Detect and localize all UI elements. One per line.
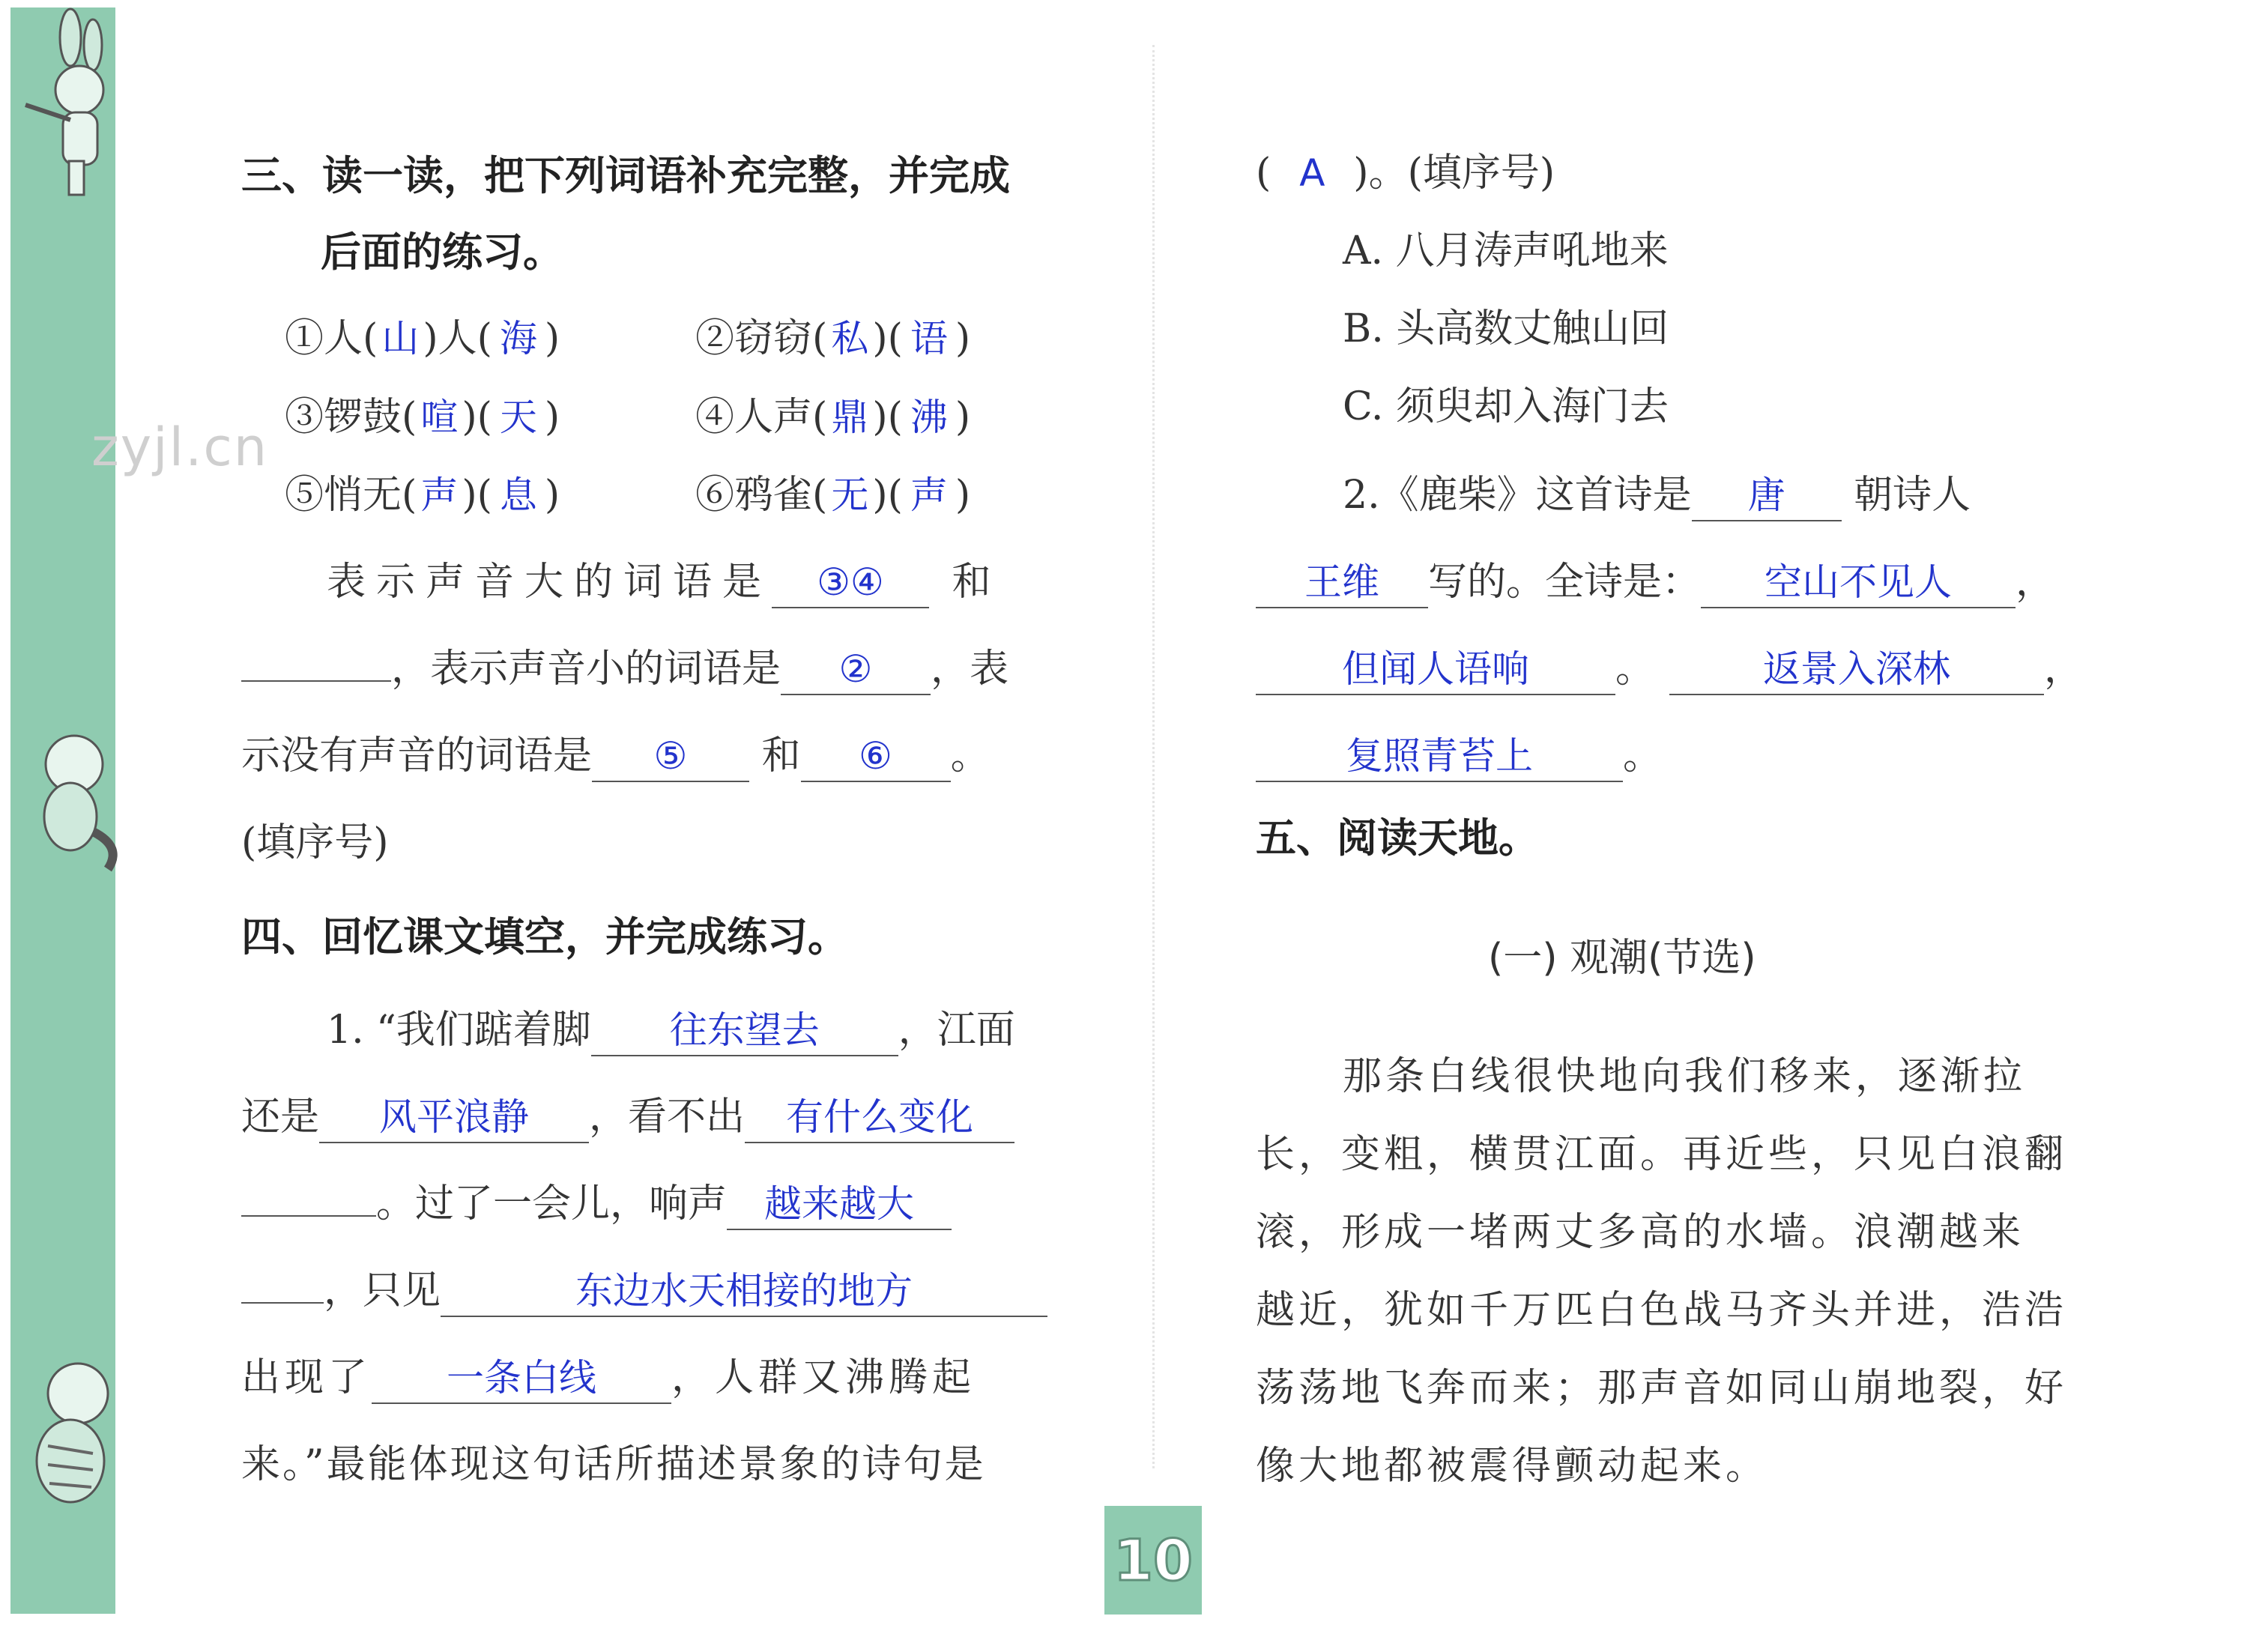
reading-paragraph-line: 越近，犹如千万匹白色战马齐头并进，浩浩 (1256, 1288, 2068, 1333)
reading-paragraph-line: 那条白线很快地向我们移来，逐渐拉 (1343, 1054, 2027, 1099)
passage-line: 还是 风平浪静 ，看不出 有什么变化 (241, 1091, 1014, 1143)
answer-blank[interactable]: 复照青苔上 (1256, 731, 1623, 782)
answer-blank[interactable]: 东边水天相接的地方 (441, 1266, 1047, 1317)
option-a: A. 八月涛声吼地来 (1343, 229, 1669, 273)
page-number: 10 (1104, 1506, 1202, 1615)
word-item-2: ②窃窃( 私)( 语 ) (695, 316, 971, 361)
answer-line: ( A )。(填序号) (1256, 147, 1555, 199)
section3-heading-cont: 后面的练习。 (321, 229, 563, 276)
question-text: 表示声音大的词语是 ③④ 和 (327, 556, 1002, 608)
answer-blank[interactable] (241, 680, 391, 682)
reading-title: (一) 观潮(节选) (1488, 936, 1756, 981)
fill-note: (填序号) (241, 820, 389, 865)
page-divider (1152, 45, 1155, 1468)
answer-blank[interactable]: ③④ (772, 557, 929, 608)
passage-line: 来。”最能体现这句话所描述景象的诗句是 (241, 1442, 986, 1487)
poem-question: 2.《鹿柴》这首诗是 唐 朝诗人 (1343, 469, 1971, 521)
tiger-mascot-icon (10, 1341, 123, 1513)
word-item-5: ⑤悄无( 声)( 息 ) (285, 473, 560, 518)
word-item-3: ③锣鼓( 喧)( 天 ) (285, 395, 560, 440)
answer-blank[interactable]: 一条白线 (372, 1353, 671, 1404)
poem-line: 但闻人语响 。 返景入深林 ， (1256, 643, 2083, 695)
option-b: B. 头高数丈触山回 (1343, 306, 1669, 351)
answer-blank[interactable] (241, 1215, 376, 1217)
answer-blank[interactable]: 越来越大 (727, 1179, 952, 1230)
watermark: zyjl.cn (91, 417, 269, 478)
section3-heading: 三、读一读，把下列词语补充完整，并完成 (241, 152, 1010, 199)
question-text: ，表示声音小的词语是 ② ，表 (241, 643, 1008, 695)
passage-line: 。过了一会儿，响声 越来越大 (241, 1178, 952, 1230)
answer-blank[interactable]: 返景入深林 (1669, 644, 2044, 695)
rabbit-mascot-icon (10, 7, 123, 202)
answer-blank[interactable]: ② (781, 644, 931, 695)
word-item-4: ④人声( 鼎)( 沸 ) (695, 395, 971, 440)
answer-blank[interactable]: ⑤ (592, 731, 749, 782)
question-text: 示没有声音的词语是 ⑤ 和 ⑥ 。 (241, 730, 990, 782)
answer-blank[interactable] (241, 1302, 324, 1304)
poem-line: 复照青苔上 。 (1256, 730, 1662, 782)
passage-line: 出现了 一条白线 ，人群又沸腾起 (241, 1352, 976, 1404)
answer-blank[interactable]: 风平浪静 (319, 1092, 589, 1143)
passage-line: 1. “我们踮着脚 往东望去 ，江面 (327, 1004, 1015, 1056)
reading-paragraph-line: 长，变粗，横贯江面。再近些，只见白浪翻 (1256, 1132, 2068, 1177)
answer-choice[interactable]: A (1299, 151, 1325, 195)
answer-blank[interactable]: 王维 (1256, 557, 1428, 608)
section5-heading: 五、阅读天地。 (1256, 814, 1539, 862)
reading-paragraph-line: 像大地都被震得颤动起来。 (1256, 1444, 1769, 1489)
reading-paragraph-line: 荡荡地飞奔而来；那声音如同山崩地裂，好 (1256, 1366, 2068, 1411)
answer-blank[interactable]: ⑥ (801, 731, 951, 782)
section4-heading: 四、回忆课文填空，并完成练习。 (241, 913, 848, 960)
poem-question: 王维 写的。全诗是： 空山不见人 ， (1256, 556, 2054, 608)
word-item-1: ①人( 山)人( 海 ) (285, 316, 560, 361)
answer-blank[interactable]: 空山不见人 (1701, 557, 2016, 608)
answer-blank[interactable]: 但闻人语响 (1256, 644, 1615, 695)
answer-blank[interactable]: 有什么变化 (745, 1092, 1014, 1143)
raccoon-mascot-icon (10, 719, 123, 877)
option-c: C. 须臾却入海门去 (1343, 384, 1669, 429)
passage-line: ，只见 东边水天相接的地方 (241, 1265, 1047, 1317)
word-item-6: ⑥鸦雀( 无)( 声 ) (695, 473, 971, 518)
reading-paragraph-line: 滚，形成一堵两丈多高的水墙。浪潮越来 (1256, 1210, 2025, 1255)
answer-blank[interactable]: 唐 (1692, 470, 1842, 521)
answer-blank[interactable]: 往东望去 (591, 1005, 898, 1056)
